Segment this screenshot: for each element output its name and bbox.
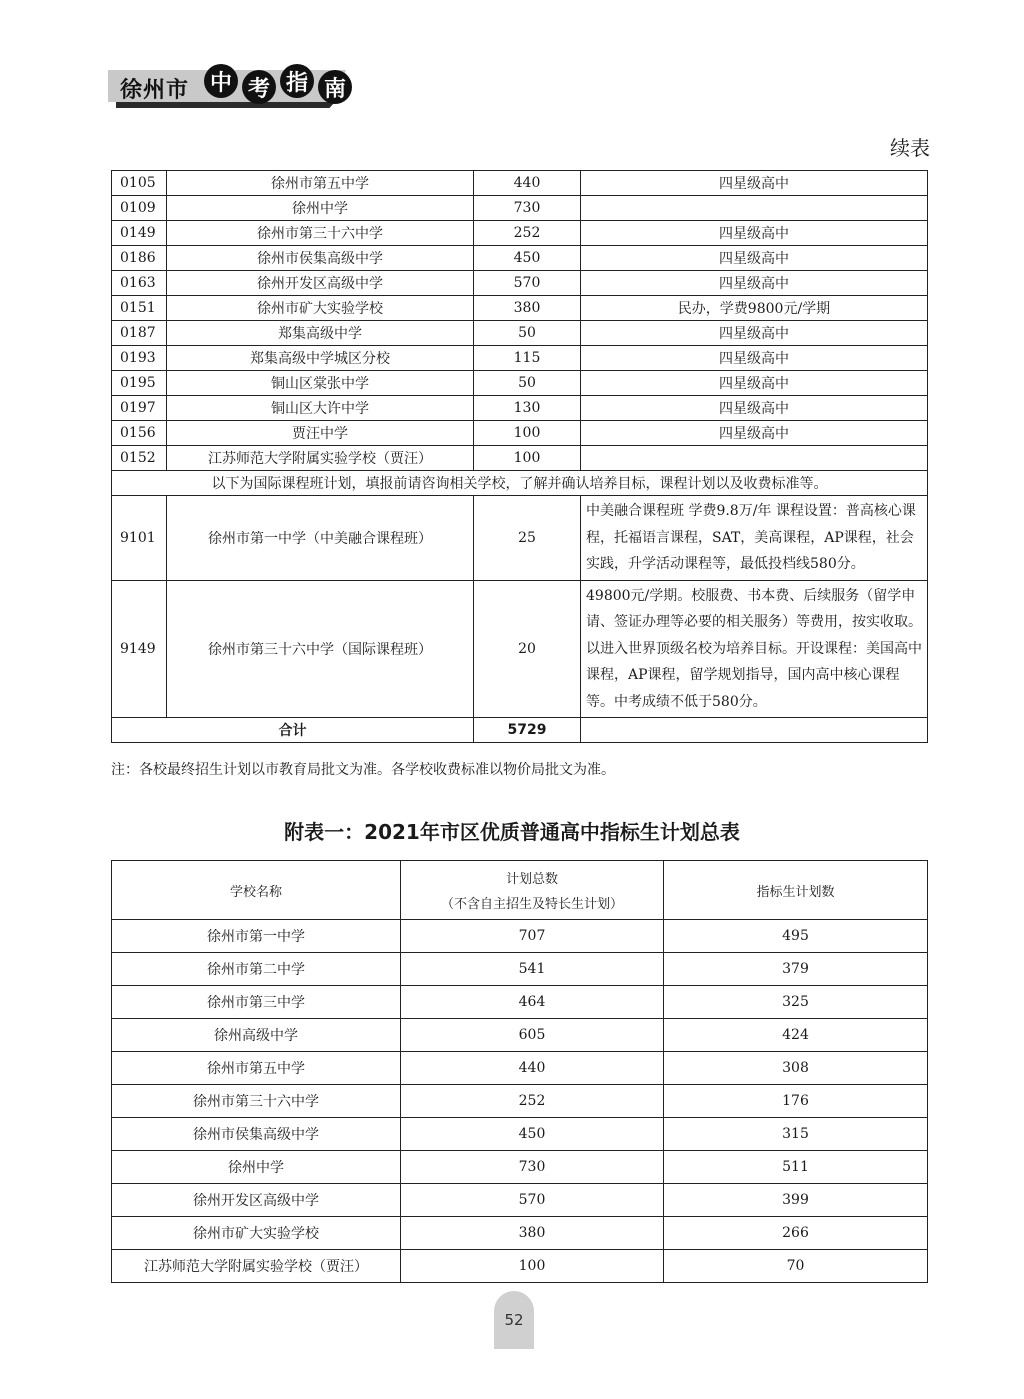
school-name: 徐州市第三十六中学 (112, 1085, 401, 1118)
guide-char: 指 (280, 64, 314, 98)
quota-table-body (112, 861, 928, 1283)
quota-count: 511 (664, 1151, 928, 1184)
school-name: 徐州市第一中学 (112, 920, 401, 953)
school-note: 四星级高中 (581, 346, 928, 371)
banner-city: 徐州市 (120, 78, 190, 103)
school-name: 徐州高级中学 (112, 1019, 401, 1052)
table-row (112, 953, 928, 986)
plan-count: 730 (474, 196, 581, 221)
plan-count: 707 (401, 920, 664, 953)
school-name: 江苏师范大学附属实验学校（贾汪） (112, 1250, 401, 1283)
table-row (112, 1052, 928, 1085)
plan-count: 25 (474, 496, 581, 581)
banner-guide-chars (204, 64, 352, 102)
school-name: 铜山区大许中学 (167, 396, 474, 421)
table-row (112, 1019, 928, 1052)
quota-count: 176 (664, 1085, 928, 1118)
school-code: 0152 (112, 446, 167, 471)
table-row (112, 271, 928, 296)
table-row (112, 421, 928, 446)
table-row (112, 986, 928, 1019)
school-name: 江苏师范大学附属实验学校（贾汪） (167, 446, 474, 471)
plan-count: 100 (474, 446, 581, 471)
table-row (112, 396, 928, 421)
plan-count: 130 (474, 396, 581, 421)
school-name: 徐州市侯集高级中学 (112, 1118, 401, 1151)
guide-char: 中 (204, 64, 238, 98)
school-code: 0109 (112, 196, 167, 221)
quota-table (111, 860, 928, 1283)
plan-count: 570 (401, 1184, 664, 1217)
quota-count: 266 (664, 1217, 928, 1250)
school-name: 徐州中学 (167, 196, 474, 221)
plan-count: 450 (401, 1118, 664, 1151)
school-name: 郑集高级中学 (167, 321, 474, 346)
school-note (581, 196, 928, 221)
plan-count: 115 (474, 346, 581, 371)
school-code: 0195 (112, 371, 167, 396)
plan-count: 20 (474, 580, 581, 718)
table-row (112, 1184, 928, 1217)
plan-count: 570 (474, 271, 581, 296)
school-note: 四星级高中 (581, 421, 928, 446)
table-row (112, 1118, 928, 1151)
total-note (581, 718, 928, 743)
total-row (112, 718, 928, 743)
plan-count: 541 (401, 953, 664, 986)
school-note: 四星级高中 (581, 246, 928, 271)
school-note: 四星级高中 (581, 371, 928, 396)
plan-count: 252 (474, 221, 581, 246)
school-name: 徐州市矿大实验学校 (167, 296, 474, 321)
school-code: 0197 (112, 396, 167, 421)
plan-count: 440 (401, 1052, 664, 1085)
quota-count: 399 (664, 1184, 928, 1217)
school-code: 0105 (112, 171, 167, 196)
school-name: 徐州中学 (112, 1151, 401, 1184)
page-number: 52 (494, 1291, 534, 1349)
header-plan-sub: （不含自主招生及特长生计划） (440, 897, 623, 912)
school-note: 四星级高中 (581, 321, 928, 346)
plan-count: 605 (401, 1019, 664, 1052)
table-row (112, 1250, 928, 1283)
plan-count: 380 (401, 1217, 664, 1250)
school-name: 徐州市矿大实验学校 (112, 1217, 401, 1250)
school-name: 徐州市第一中学（中美融合课程班） (167, 496, 474, 581)
quota-count: 315 (664, 1118, 928, 1151)
plan-count: 252 (401, 1085, 664, 1118)
school-code: 9101 (112, 496, 167, 581)
plan-count: 50 (474, 321, 581, 346)
school-name: 徐州市第三十六中学 (167, 221, 474, 246)
school-name: 徐州开发区高级中学 (112, 1184, 401, 1217)
program-note: 49800元/学期。校服费、书本费、后续服务（留学申请、签证办理等必要的相关服务）等费用，按实收取。以进入世界顶级名校为培养目标。开设课程：美国高中课程，AP课程，留学规划指导，国内高中核心课程等。中考成绩不低于580分。 (581, 580, 928, 718)
table-row (112, 446, 928, 471)
header-plan-main: 计划总数 (505, 872, 558, 887)
school-code: 9149 (112, 580, 167, 718)
quota-count: 70 (664, 1250, 928, 1283)
table-row (112, 920, 928, 953)
school-note: 民办，学费9800元/学期 (581, 296, 928, 321)
school-name: 郑集高级中学城区分校 (167, 346, 474, 371)
school-note: 四星级高中 (581, 171, 928, 196)
table-row (112, 246, 928, 271)
footnote: 注：各校最终招生计划以市教育局批文为准。各学校收费标准以物价局批文为准。 (111, 762, 615, 778)
intl-row (112, 496, 928, 581)
school-name: 铜山区棠张中学 (167, 371, 474, 396)
guide-char: 南 (318, 70, 352, 104)
plan-count: 100 (474, 421, 581, 446)
quota-count: 379 (664, 953, 928, 986)
school-name: 徐州市第五中学 (112, 1052, 401, 1085)
quota-count: 325 (664, 986, 928, 1019)
total-value: 5729 (474, 718, 581, 743)
table-row (112, 321, 928, 346)
enrollment-table-body (112, 171, 928, 743)
table-row (112, 221, 928, 246)
school-code: 0193 (112, 346, 167, 371)
table-row (112, 296, 928, 321)
school-name: 徐州市第三中学 (112, 986, 401, 1019)
school-name: 徐州市侯集高级中学 (167, 246, 474, 271)
table-row (112, 1085, 928, 1118)
school-note (581, 446, 928, 471)
plan-count: 730 (401, 1151, 664, 1184)
school-name: 徐州市第五中学 (167, 171, 474, 196)
header-plan (401, 861, 664, 920)
table-row (112, 1217, 928, 1250)
school-code: 0163 (112, 271, 167, 296)
school-name: 徐州市第三十六中学（国际课程班） (167, 580, 474, 718)
header-school: 学校名称 (112, 861, 401, 920)
intl-notice: 以下为国际课程班计划，填报前请咨询相关学校，了解并确认培养目标，课程计划以及收费标准等。 (112, 471, 928, 496)
plan-count: 464 (401, 986, 664, 1019)
enrollment-table (111, 170, 928, 743)
table-row (112, 171, 928, 196)
plan-count: 450 (474, 246, 581, 271)
school-code: 0149 (112, 221, 167, 246)
table-row (112, 1151, 928, 1184)
school-name: 徐州市第二中学 (112, 953, 401, 986)
table-row (112, 371, 928, 396)
guide-char: 考 (242, 70, 276, 104)
school-note: 四星级高中 (581, 396, 928, 421)
quota-count: 308 (664, 1052, 928, 1085)
school-name: 贾汪中学 (167, 421, 474, 446)
intl-row (112, 580, 928, 718)
header-banner (108, 62, 354, 110)
table-row (112, 346, 928, 371)
plan-count: 50 (474, 371, 581, 396)
quota-count: 495 (664, 920, 928, 953)
school-name: 徐州开发区高级中学 (167, 271, 474, 296)
school-code: 0156 (112, 421, 167, 446)
school-code: 0187 (112, 321, 167, 346)
plan-count: 440 (474, 171, 581, 196)
total-label: 合计 (112, 718, 474, 743)
plan-count: 380 (474, 296, 581, 321)
plan-count: 100 (401, 1250, 664, 1283)
appendix-title: 附表一：2021年市区优质普通高中指标生计划总表 (284, 820, 740, 844)
school-code: 0151 (112, 296, 167, 321)
school-note: 四星级高中 (581, 271, 928, 296)
program-note: 中美融合课程班 学费9.8万/年 课程设置：普高核心课程，托福语言课程，SAT，美高课程，AP课程，社会实践，升学活动课程等，最低投档线580分。 (581, 496, 928, 581)
quota-count: 424 (664, 1019, 928, 1052)
header-quota: 指标生计划数 (664, 861, 928, 920)
continued-label: 续表 (890, 136, 930, 160)
table-row (112, 196, 928, 221)
school-note: 四星级高中 (581, 221, 928, 246)
quota-table-header (112, 861, 928, 920)
intl-notice-row (112, 471, 928, 496)
school-code: 0186 (112, 246, 167, 271)
